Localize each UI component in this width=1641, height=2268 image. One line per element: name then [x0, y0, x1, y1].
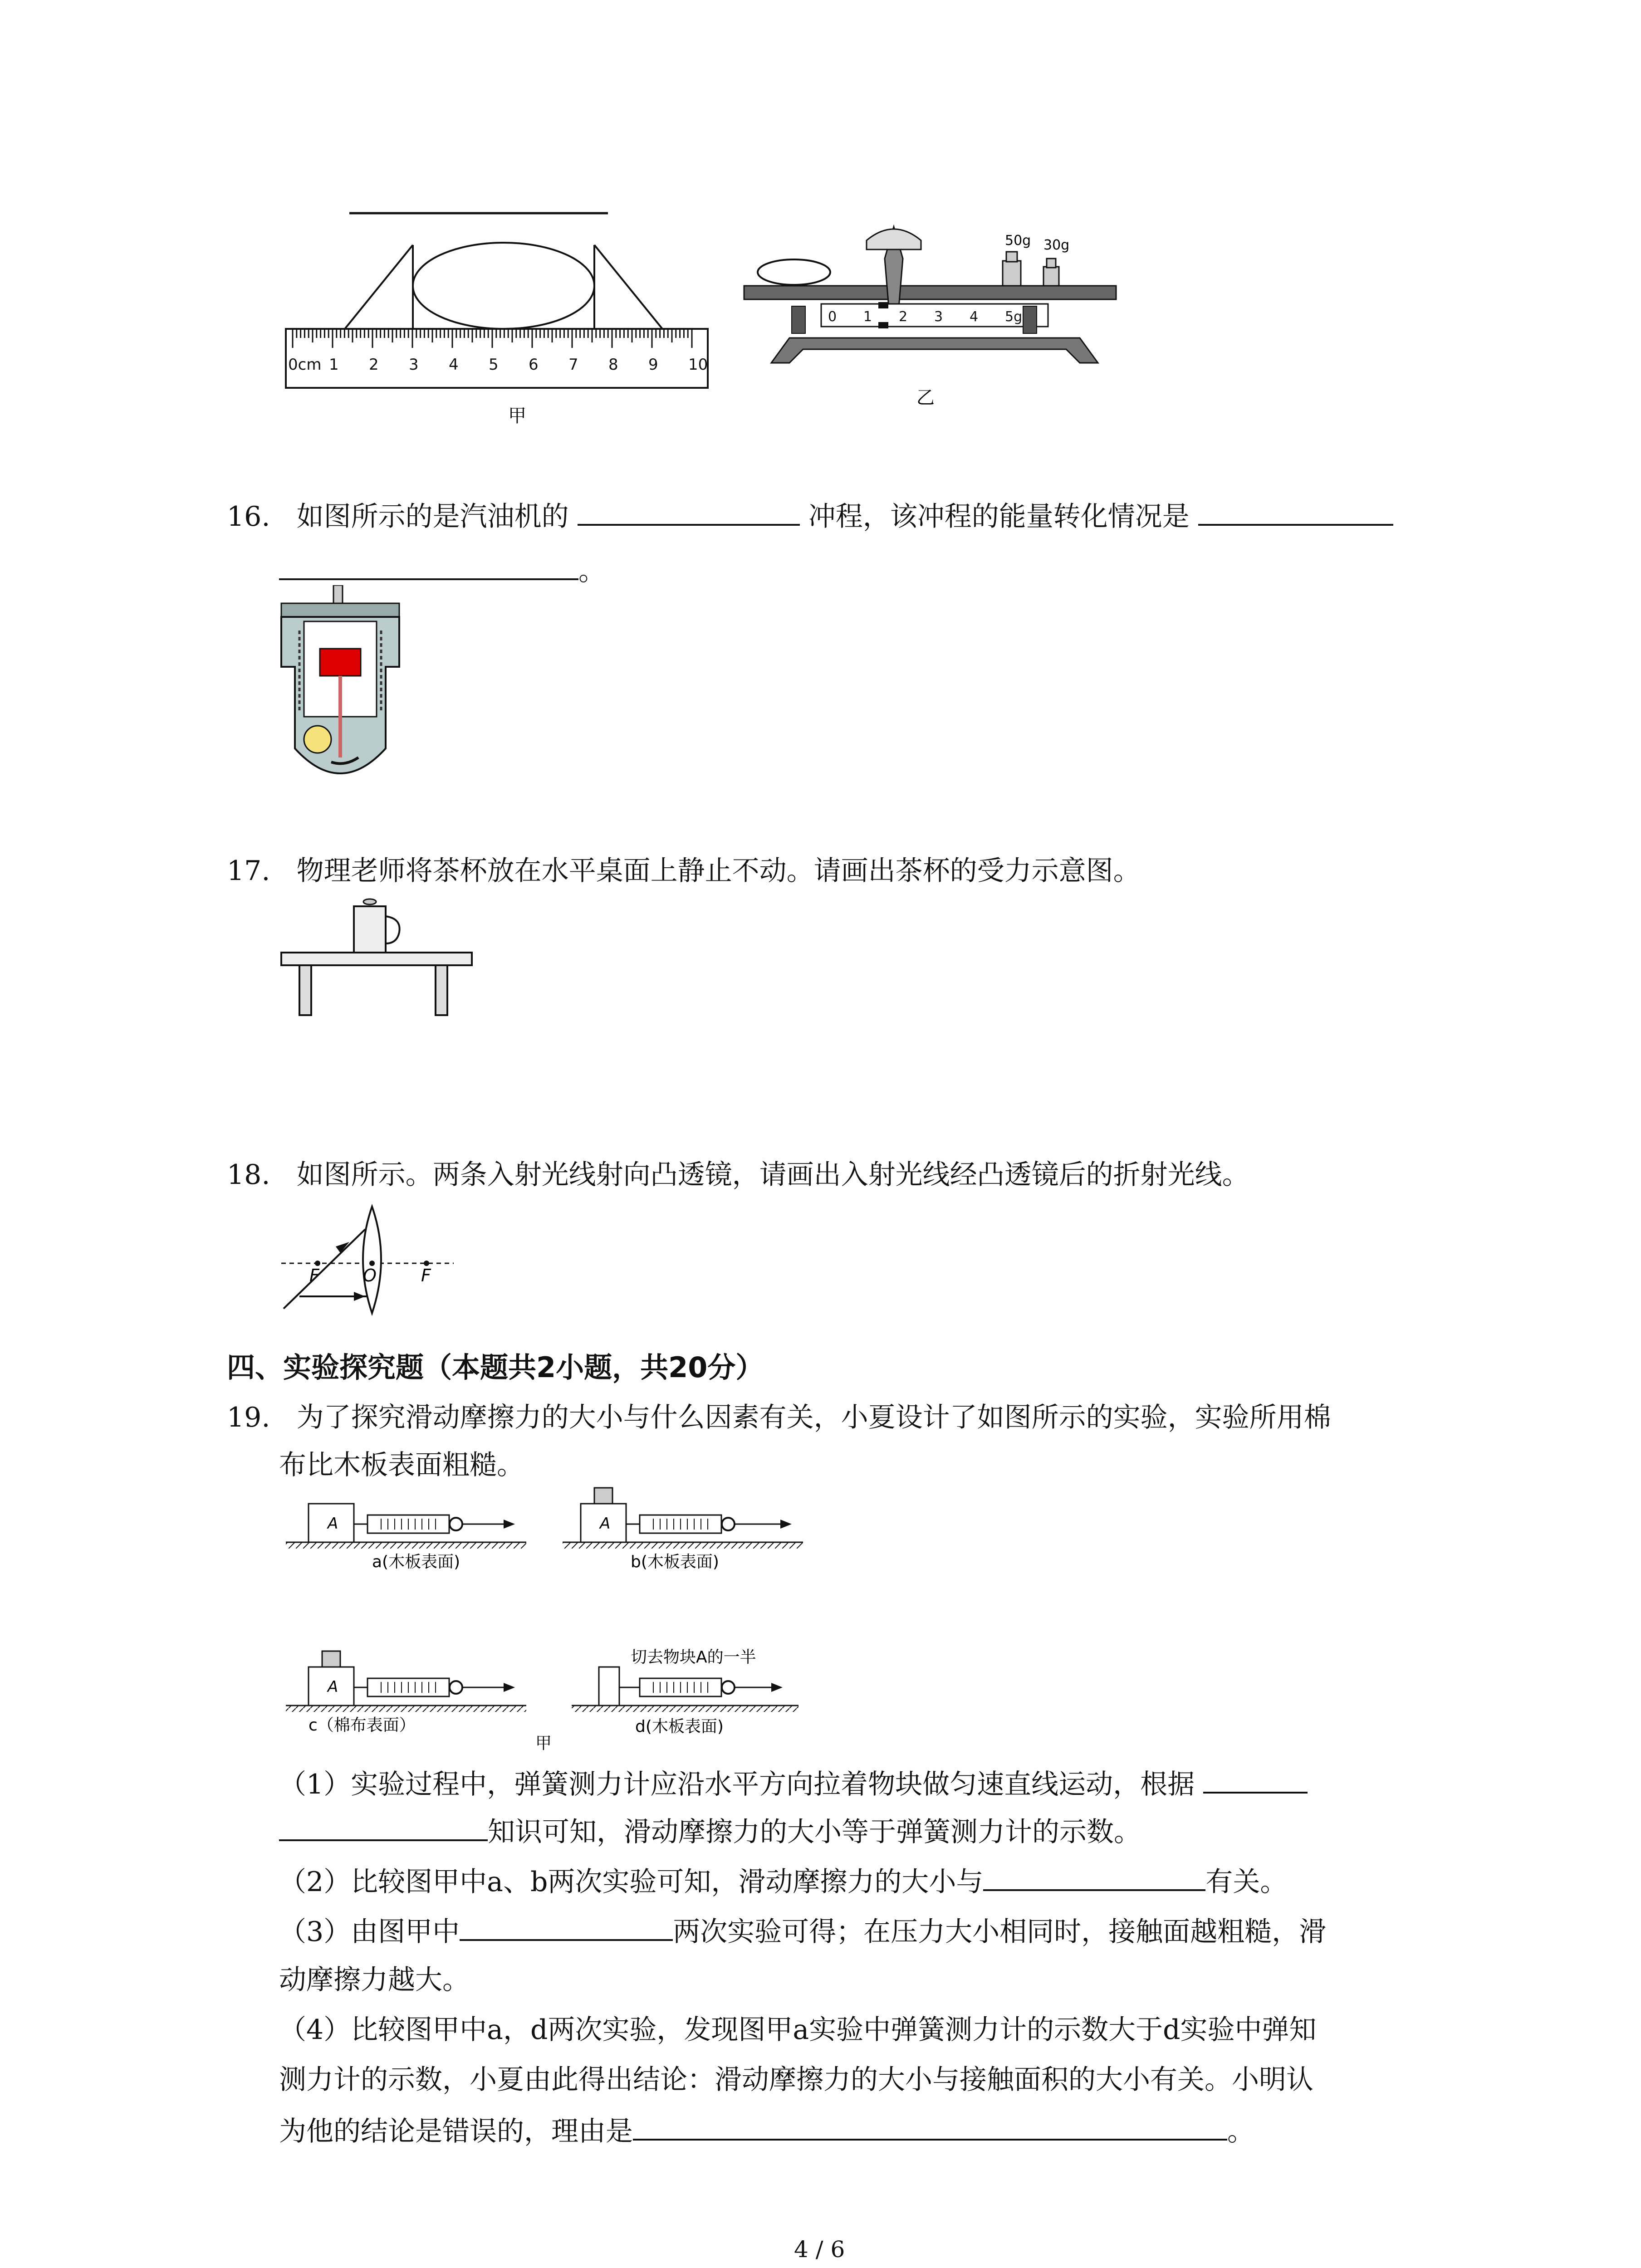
question-19-part-4-end: 。	[1227, 2116, 1254, 2147]
question-19-part-2-blank[interactable]	[983, 1862, 1205, 1891]
question-16-text-b: 冲程，该冲程的能量转化情况是	[808, 501, 1190, 533]
rider-scale-label: 1	[863, 309, 872, 325]
rider-scale-label: 3	[934, 309, 943, 325]
caption-c: c（棉布表面）	[309, 1716, 416, 1735]
ruler-tick-label: 5	[489, 356, 499, 374]
page-number: 4 / 6	[794, 2236, 845, 2263]
setup-c	[286, 1651, 526, 1735]
question-19-part-1-b: 知识可知，滑动摩擦力的大小等于弹簧测力计的示数。	[488, 1816, 1141, 1848]
caption-b: b(木板表面)	[631, 1553, 719, 1571]
block-a-label: A	[328, 1515, 338, 1533]
question-19-part-3-a: （3）由图甲中	[279, 1916, 460, 1948]
question-19-text-1: 为了探究滑动摩擦力的大小与什么因素有关，小夏设计了如图所示的实验，实验所用棉	[296, 1402, 1331, 1433]
rider-scale-label: 2	[899, 309, 908, 325]
question-16-text-a: 如图所示的是汽油机的	[296, 501, 569, 533]
question-19-part-4-line-1: （4）比较图甲中a，d两次实验，发现图甲a实验中弹簧测力计的示数大于d实验中弹知	[279, 2014, 1317, 2046]
section-4-title: 四、实验探究题（本题共2小题，共20分）	[227, 1351, 764, 1384]
question-19-part-1-blank-b[interactable]	[279, 1812, 488, 1841]
question-19-part-3-blank[interactable]	[460, 1912, 673, 1941]
question-19-part-4-c: 为他的结论是错误的，理由是	[279, 2116, 633, 2147]
setup-b	[563, 1488, 803, 1571]
weight-label-30g: 30g	[1043, 237, 1070, 253]
figure-15-balance	[735, 213, 1134, 431]
question-17	[227, 853, 1141, 889]
question-19-part-3-line-2: 动摩擦力越大。	[279, 1964, 470, 1996]
question-19-part-1	[279, 1765, 1308, 1803]
question-19-part-1-blank-a[interactable]	[1203, 1765, 1308, 1794]
ruler-tick-label: 7	[568, 356, 578, 374]
question-19-part-2	[279, 1862, 1287, 1900]
question-19-part-4-line-2: 测力计的示数，小夏由此得出结论：滑动摩擦力的大小与接触面积的大小有关。小明认	[279, 2064, 1313, 2096]
rider-scale-label: 5g	[1005, 309, 1023, 325]
weight-label-50g: 50g	[1005, 233, 1031, 249]
question-19-part-2-a: （2）比较图甲中a、b两次实验可知，滑动摩擦力的大小与	[279, 1866, 984, 1898]
question-18-number: 18.	[227, 1159, 270, 1191]
ruler-tick-label: 0cm	[288, 356, 322, 374]
ruler-tick-label: 3	[409, 356, 419, 374]
caption-a: a(木板表面)	[372, 1553, 460, 1571]
question-19-part-3	[279, 1912, 1326, 1950]
question-18	[227, 1157, 1249, 1193]
question-16-blank-1[interactable]	[578, 497, 800, 526]
ruler-tick-label: 6	[529, 356, 539, 374]
ruler-tick-label: 10	[688, 356, 708, 374]
rider-scale-label: 4	[970, 309, 979, 325]
label-optical-center: O	[363, 1266, 377, 1286]
question-19-part-1-line-2	[279, 1812, 1141, 1850]
question-19-part-4-blank[interactable]	[633, 2112, 1227, 2141]
figure-16-engine	[272, 585, 408, 803]
caption-d-note: 切去物块A的一半	[631, 1648, 756, 1667]
question-16	[227, 497, 1393, 535]
figure-18-convex-lens	[277, 1198, 458, 1320]
question-17-number: 17.	[227, 855, 270, 887]
block-b-label: A	[600, 1515, 611, 1533]
label-focal-left: F	[309, 1266, 319, 1286]
question-19-part-1-a: （1）实验过程中，弹簧测力计应沿水平方向拉着物块做匀速直线运动，根据	[279, 1769, 1195, 1800]
question-16-end: 。	[578, 555, 606, 587]
question-19-part-4-line-3	[279, 2112, 1254, 2150]
setup-a	[286, 1504, 526, 1571]
figure-19-friction	[281, 1483, 817, 1755]
caption-d: d(木板表面)	[635, 1717, 724, 1736]
ruler-tick-label: 9	[648, 356, 658, 374]
question-17-text: 物理老师将茶杯放在水平桌面上静止不动。请画出茶杯的受力示意图。	[296, 855, 1141, 887]
block-c-label: A	[328, 1678, 338, 1696]
ruler-tick-label: 1	[329, 356, 339, 374]
figure-15-left-caption: 甲	[508, 406, 526, 426]
label-focal-right: F	[421, 1266, 431, 1286]
question-19-number: 19.	[227, 1402, 270, 1433]
question-16-number: 16.	[227, 501, 270, 533]
setup-d	[572, 1648, 798, 1736]
question-19-part-3-b: 两次实验可得；在压力大小相同时，接触面越粗糙，滑	[673, 1916, 1327, 1948]
question-19-line-1	[227, 1399, 1331, 1436]
question-16-blank-3[interactable]	[279, 551, 578, 580]
question-19-part-2-b: 有关。	[1205, 1866, 1288, 1898]
figure-15-right-caption: 乙	[916, 387, 935, 408]
figure-15-ruler	[272, 200, 726, 435]
ruler-tick-label: 4	[449, 356, 459, 374]
rider-scale-label: 0	[828, 309, 837, 325]
caption-figure-19: 甲	[535, 1734, 552, 1753]
question-19-line-2: 布比木板表面粗糙。	[279, 1449, 524, 1481]
question-16-blank-2[interactable]	[1198, 497, 1393, 526]
ruler-tick-label: 2	[369, 356, 379, 374]
question-16-line-2	[279, 551, 606, 589]
question-18-text: 如图所示。两条入射光线射向凸透镜，请画出入射光线经凸透镜后的折射光线。	[296, 1159, 1249, 1191]
figure-17-cup-on-table	[277, 894, 476, 1021]
ruler-tick-label: 8	[608, 356, 618, 374]
